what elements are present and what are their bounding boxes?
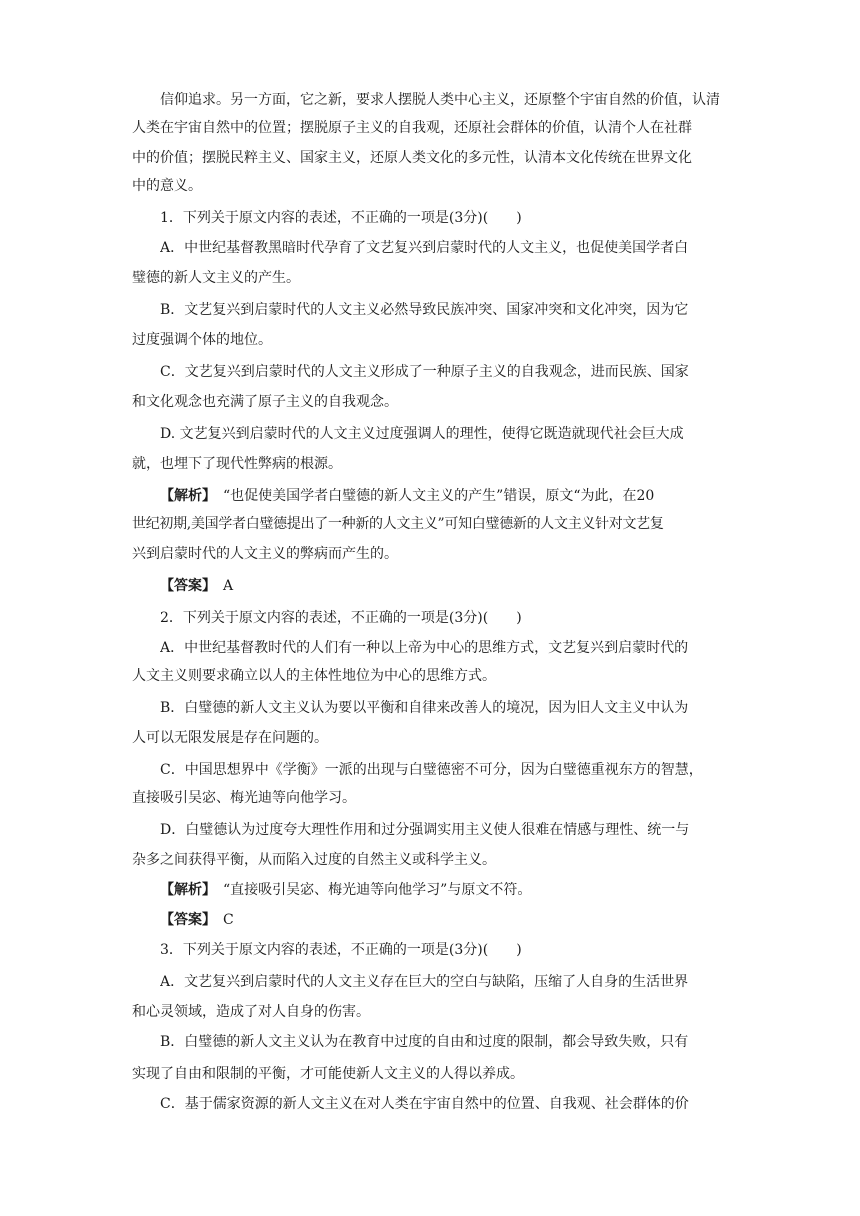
text-line [132, 449, 730, 479]
line-text: 过度强调个体的地位。 [132, 332, 272, 348]
text-line [132, 387, 730, 417]
line-text: 世纪初期,美国学者白璧德提出了一种新的人文主义”可知白璧德新的人文主义针对文艺复 [132, 516, 664, 532]
line-text: 直接吸引吴宓、梅光迪等向他学习。 [132, 790, 356, 806]
text-line [132, 539, 730, 569]
text-line [160, 571, 730, 601]
line-text: “也促使美国学者白璧德的新人文主义的产生”错误，原文“为此，在20 [209, 488, 655, 504]
text-line [160, 233, 730, 263]
text-line [132, 509, 730, 539]
line-text: C．基于儒家资源的新人文主义在对人类在宇宙自然中的位置、自我观、社会群体的价 [160, 1096, 689, 1112]
line-text: 杂多之间获得平衡，从而陷入过度的自然主义或科学主义。 [132, 852, 496, 868]
text-line [160, 603, 730, 633]
text-line [160, 967, 730, 997]
text-line [160, 633, 730, 663]
line-text: 1．下列关于原文内容的表述，不正确的一项是(3分)( ) [160, 210, 522, 226]
text-line [160, 481, 730, 511]
line-text: A．中世纪基督教时代的人们有一种以上帝为中心的思维方式，文艺复兴到启蒙时代的 [160, 640, 689, 656]
text-line [160, 1089, 730, 1119]
line-text: C．中国思想界中《学衡》一派的出现与白璧德密不可分，因为白璧德重视东方的智慧， [160, 762, 703, 778]
line-text: “直接吸引吴宓、梅光迪等向他学习”与原文不符。 [209, 882, 532, 898]
line-text: 实现了自由和限制的平衡，才可能使新人文主义的人得以养成。 [132, 1066, 524, 1082]
line-text: C [209, 912, 234, 928]
answer-marker: 【答案】 [160, 578, 209, 594]
text-line [132, 263, 730, 293]
text-line [160, 357, 730, 387]
line-text: A．中世纪基督教黑暗时代孕育了文艺复兴到启蒙时代的人文主义，也促使美国学者白 [160, 240, 689, 256]
line-text: B．白璧德的新人文主义认为在教育中过度的自由和过度的限制，都会导致失败，只有 [160, 1034, 689, 1050]
text-line [160, 693, 730, 723]
line-text: 和心灵领域，造成了对人自身的伤害。 [132, 1004, 370, 1020]
text-line [160, 875, 730, 905]
line-text: 2．下列关于原文内容的表述，不正确的一项是(3分)( ) [160, 610, 522, 626]
line-text: 信仰追求。另一方面，它之新，要求人摆脱人类中心主义，还原整个宇宙自然的价值，认清 [160, 92, 720, 108]
text-line [132, 661, 730, 691]
answer-marker: 【解析】 [160, 488, 209, 504]
line-text: 中的意义。 [132, 178, 202, 194]
text-line [160, 815, 730, 845]
text-line [132, 171, 730, 201]
line-text: 中的价值；摆脱民粹主义、国家主义，还原人类文化的多元性，认清本文化传统在世界文化 [132, 150, 692, 166]
text-line [160, 755, 730, 785]
text-line [160, 935, 730, 965]
line-text: 人文主义则要求确立以人的主体性地位为中心的思维方式。 [132, 668, 496, 684]
line-text: D. 文艺复兴到启蒙时代的人文主义过度强调人的理性，使得它既造就现代社会巨大成 [160, 426, 684, 442]
text-line [160, 85, 730, 115]
line-text: 璧德的新人文主义的产生。 [132, 270, 300, 286]
text-line [132, 783, 730, 813]
text-line [132, 325, 730, 355]
line-text: 人类在宇宙自然中的位置；摆脱原子主义的自我观，还原社会群体的价值，认清个人在社群 [132, 120, 692, 136]
text-line [160, 905, 730, 935]
text-line [160, 1027, 730, 1057]
line-text: 兴到启蒙时代的人文主义的弊病而产生的。 [132, 546, 398, 562]
text-line [132, 113, 730, 143]
text-line [132, 143, 730, 173]
line-text: D．白璧德认为过度夸大理性作用和过分强调实用主义使人很难在情感与理性、统一与 [160, 822, 690, 838]
text-line [132, 997, 730, 1027]
line-text: 人可以无限发展是存在问题的。 [132, 730, 328, 746]
text-line [160, 295, 730, 325]
line-text: B．文艺复兴到启蒙时代的人文主义必然导致民族冲突、国家冲突和文化冲突，因为它 [160, 302, 689, 318]
answer-marker: 【答案】 [160, 912, 209, 928]
line-text: 3．下列关于原文内容的表述，不正确的一项是(3分)( ) [160, 942, 522, 958]
text-line [132, 1059, 730, 1089]
line-text: 就，也埋下了现代性弊病的根源。 [132, 456, 342, 472]
text-line [160, 203, 730, 233]
text-line [160, 419, 730, 449]
text-line [132, 723, 730, 753]
text-line [132, 845, 730, 875]
line-text: C．文艺复兴到启蒙时代的人文主义形成了一种原子主义的自我观念，进而民族、国家 [160, 364, 689, 380]
line-text: A．文艺复兴到启蒙时代的人文主义存在巨大的空白与缺陷，压缩了人自身的生活世界 [160, 974, 689, 990]
line-text: B．白璧德的新人文主义认为要以平衡和自律来改善人的境况，因为旧人文主义中认为 [160, 700, 689, 716]
line-text: 和文化观念也充满了原子主义的自我观念。 [132, 394, 398, 410]
line-text: A [209, 578, 234, 594]
answer-marker: 【解析】 [160, 882, 209, 898]
